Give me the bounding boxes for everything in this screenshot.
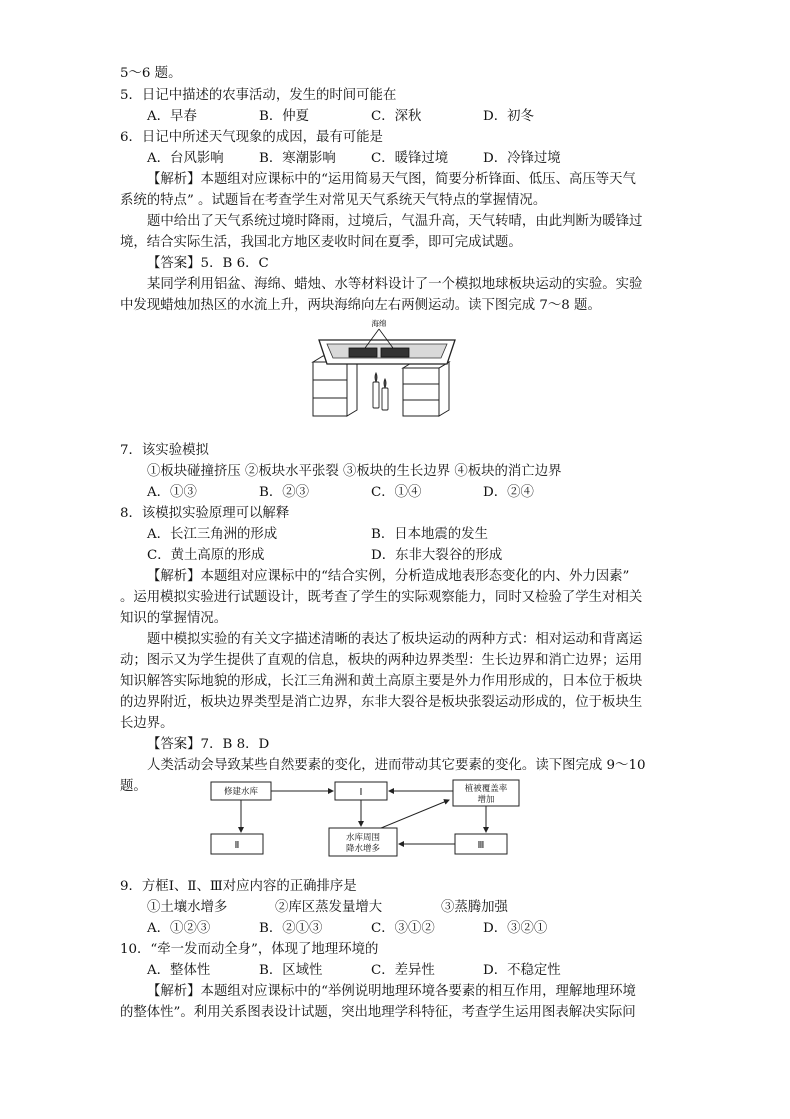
item-9-2: ②库区蒸发量增大 (275, 900, 383, 915)
label-build-reservoir: 修建水库 (223, 787, 259, 797)
option-6a: A．台风影响 (147, 151, 224, 166)
experiment-figure (305, 318, 465, 430)
analysis-line: 题中给出了天气系统过境时降雨，过境后，气温升高，天气转晴，由此判断为暖锋过 (147, 214, 643, 229)
question-9: 9．方框Ⅰ、Ⅱ、Ⅲ对应内容的正确排序是 (120, 879, 357, 894)
option-5a: A．早春 (147, 109, 197, 124)
option-10b: B．区域性 (259, 963, 323, 978)
option-10d: D．不稳定性 (483, 963, 561, 978)
question-7-statements: ①板块碰撞挤压 ②板块水平张裂 ③板块的生长边界 ④板块的消亡边界 (147, 464, 562, 479)
option-10a: A．整体性 (147, 963, 211, 978)
question-7: 7．该实验模拟 (120, 443, 209, 458)
analysis-line: 系统的特点” 。试题旨在考查学生对常见天气系统天气特点的掌握情况。 (120, 193, 547, 208)
intro-line: 5～6 题。 (120, 66, 182, 81)
question-5: 5．日记中描述的农事活动，发生的时间可能在 (120, 88, 397, 103)
option-8d: D．东非大裂谷的形成 (371, 548, 503, 563)
label-I: Ⅰ (359, 787, 363, 798)
sponge-label: 海绵 (371, 319, 387, 328)
option-7b: B．②③ (259, 485, 310, 500)
option-7a: A．①③ (147, 485, 197, 500)
passage-line: 题。 (120, 779, 147, 794)
analysis-line: 长边界。 (120, 716, 174, 731)
option-8a: A．长江三角洲的形成 (147, 527, 278, 542)
option-6c: C．暖锋过境 (371, 151, 449, 166)
passage-line: 某同学利用铝盆、海绵、蜡烛、水等材料设计了一个模拟地球板块运动的实验。实验 (147, 277, 643, 292)
analysis-line: 【解析】本题组对应课标中的“结合实例，分析造成地表形态变化的内、外力因素” (147, 569, 630, 584)
label-II: Ⅱ (234, 840, 240, 851)
item-9-1: ①土壤水增多 (147, 900, 228, 915)
item-9-3: ③蒸腾加强 (441, 900, 508, 915)
sponge-right (381, 348, 409, 357)
analysis-line: 【解析】本题组对应课标中的“举例说明地理环境各要素的相互作用，理解地理环境 (147, 984, 636, 999)
option-10c: C．差异性 (371, 963, 435, 978)
analysis-line: 题中模拟实验的有关文字描述清晰的表达了板块运动的两种方式：相对运动和背离运 (147, 632, 643, 647)
passage-line: 中发现蜡烛加热区的水流上升，两块海绵向左右两侧运动。读下图完成 7～8 题。 (120, 298, 601, 313)
option-6b: B．寒潮影响 (259, 151, 336, 166)
option-9b: B．②①③ (259, 921, 323, 936)
analysis-line: 知识的掌握情况。 (120, 611, 228, 626)
option-6d: D．冷锋过境 (483, 151, 561, 166)
option-9d: D．③②① (483, 921, 548, 936)
analysis-line: 知识解答实际地貌的形成，长江三角洲和黄土高原主要是外力作用形成的，日本位于板块 (120, 674, 643, 689)
label-rainfall-1: 水库周围 (345, 833, 381, 843)
analysis-line: 境，结合实际生活，我国北方地区麦收时间在夏季，即可完成试题。 (120, 235, 522, 250)
label-rainfall-2: 降水增多 (345, 844, 381, 854)
right-brick-stack (403, 362, 449, 416)
analysis-line: 【解析】本题组对应课标中的“运用简易天气图，简要分析锋面、低压、高压等天气 (147, 172, 636, 187)
option-9c: C．③①② (371, 921, 435, 936)
question-8: 8．该模拟实验原理可以解释 (120, 506, 290, 521)
answer-5-6: 【答案】5．B 6．C (147, 256, 269, 271)
option-7c: C．①④ (371, 485, 422, 500)
option-5c: C．深秋 (371, 109, 422, 124)
analysis-line: 的边界附近，板块边界类型是消亡边界，东非大裂谷是板块张裂运动形成的，位于板块生 (120, 695, 643, 710)
label-vegetation-1: 植被覆盖率 (464, 784, 508, 794)
option-5d: D．初冬 (483, 109, 534, 124)
passage-line: 人类活动会导致某些自然要素的变化，进而带动其它要素的变化。读下图完成 9～10 (147, 758, 646, 773)
label-III: Ⅲ (477, 840, 485, 851)
analysis-line: 动；图示又为学生提供了直观的信息，板块的两种边界类型：生长边界和消亡边界；运用 (120, 653, 643, 668)
option-7d: D．②④ (483, 485, 534, 500)
analysis-line: 。运用模拟实验进行试题设计，既考查了学生的实际观察能力，同时又检验了学生对相关 (120, 590, 643, 605)
question-10: 10．“牵一发而动全身”，体现了地理环境的 (120, 942, 379, 957)
option-5b: B．仲夏 (259, 109, 310, 124)
option-8b: B．日本地震的发生 (371, 527, 488, 542)
arrow-rainfall-to-vegetation (381, 800, 449, 828)
answer-7-8: 【答案】7．B 8．D (147, 737, 270, 752)
left-brick-stack (313, 356, 357, 416)
sponge-left (349, 348, 377, 357)
option-8c: C．黄土高原的形成 (147, 548, 265, 563)
candles (373, 373, 388, 410)
analysis-line: 的整体性”。利用关系图表设计试题，突出地理学科特征，考查学生运用图表解决实际问 (120, 1005, 636, 1020)
reservoir-flow-diagram (203, 778, 523, 860)
label-vegetation-2: 增加 (477, 795, 495, 805)
question-6: 6．日记中所述天气现象的成因，最有可能是 (120, 130, 383, 145)
option-9a: A．①②③ (147, 921, 211, 936)
